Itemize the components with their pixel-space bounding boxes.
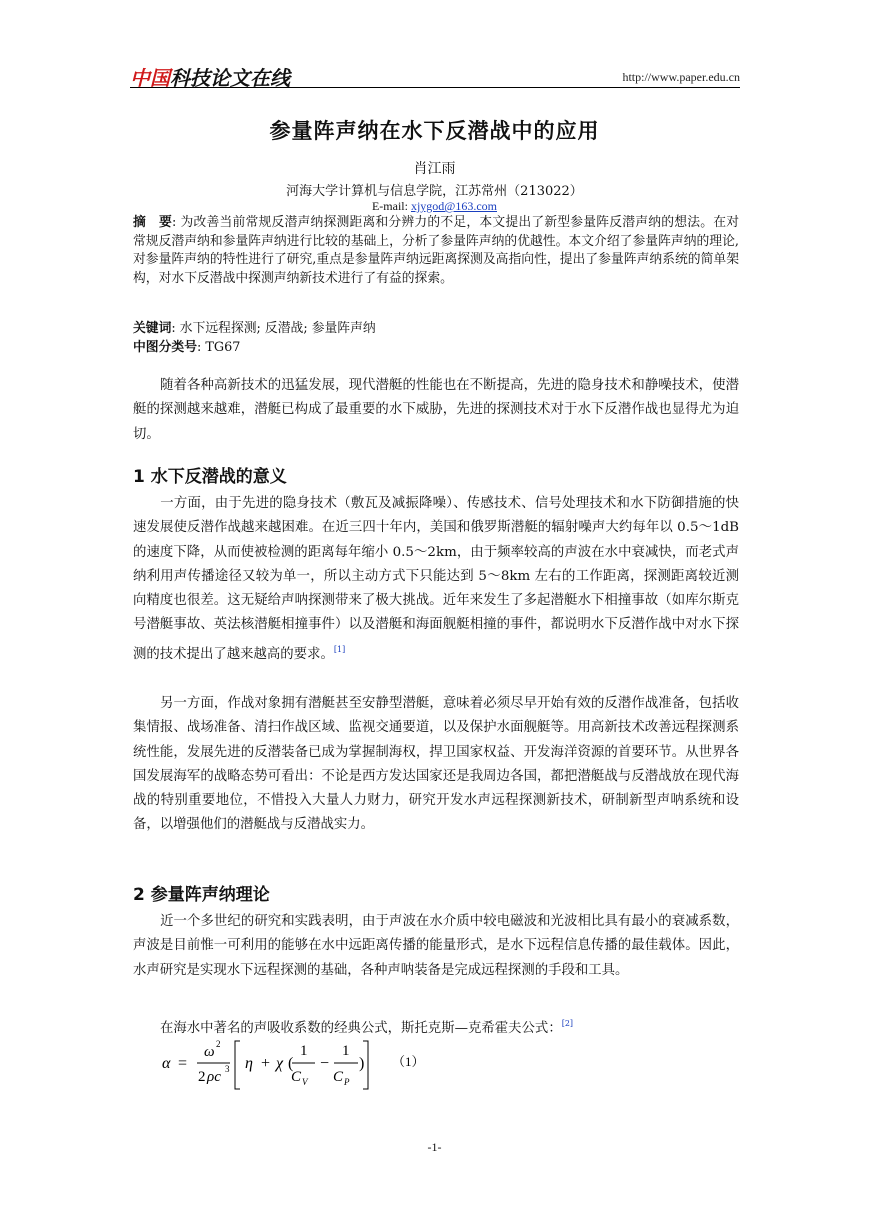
classification [133, 336, 240, 355]
email-line [0, 199, 869, 214]
email-label: E-mail: [371, 199, 411, 213]
keywords-text: : 水下远程探测; 反潜战; 参量阵声纳 [171, 321, 376, 336]
classification-text: : TG67 [196, 340, 241, 355]
logo-red-text: 中国 [130, 66, 170, 90]
section-2-paragraph-1 [133, 910, 739, 983]
email-link[interactable]: xjygod@163.com [410, 199, 498, 213]
svg-text:ω: ω [204, 1044, 215, 1060]
section-2-p1-text: 近一个多世纪的研究和实践表明，由于声波在水介质中较电磁波和光波相比具有最小的衰减系数，声波是目前惟一可利用的能够在水中远距离传播的能量形式，是水下远程信息传播的最佳载体。因此，水声研究是实现水下远程探测的基础，各种声呐装备是完成远程探测的手段和工具。 [133, 914, 739, 978]
svg-text:2: 2 [216, 1039, 221, 1049]
section-1-paragraph-2 [133, 692, 739, 838]
section-1-p1-text: 一方面，由于先进的隐身技术（敷瓦及减振降噪）、传感技术、信号处理技术和水下防御措施的快速发展使反潜作战越来越困难。在近三四十年内，美国和俄罗斯潜艇的辐射噪声大约每年以 0.5～1dB 的速度下降，从而使被检测的距离每年缩小 0.5～2km，由于频率较高的声波在水中衰减快，而老式声纳利用声传播途径又较为单一，所以主动方式下只能达到 5～8km 左右的工作距离，探测距离较近测向精度也很差。这无疑给声呐探测带来了极大挑战。近年来发生了多起潜艇水下相撞事故（如库尔斯克号潜艇事故、英法核潜艇相撞事件）以及潜艇和海面舰艇相撞的事件，都说明水下反潜作战中对水下探测的技术提出了越来越高的要求。 [133, 496, 739, 662]
svg-text:χ: χ [276, 1055, 284, 1072]
section-1-p2-text: 另一方面，作战对象拥有潜艇甚至安静型潜艇，意味着必须尽早开始有效的反潜作战准备，包括收集情报、战场准备、清扫作战区域、监视交通要道，以及保护水面舰艇等。用高新技术改善远程探测系统性能，发展先进的反潜装备已成为掌握制海权，捍卫国家权益、开发海洋资源的首要环节。从世界各国发展海军的战略态势可看出：不论是西方发达国家还是我周边各国，都把潜艇战与反潜战放在现代海战的特别重要地位，不惜投入大量人力财力，研究开发水声远程探测新技术，研制新型声呐系统和设备，以增强他们的潜艇战与反潜战实力。 [133, 696, 739, 833]
header-rule [130, 87, 740, 88]
svg-text:=: = [178, 1055, 188, 1072]
section-2-p2-text: 在海水中著名的声吸收系数的经典公式，斯托克斯—克希霍夫公式： [160, 1021, 562, 1036]
header-url[interactable]: http://www.paper.edu.cn [622, 70, 740, 84]
keywords [133, 317, 376, 336]
svg-text:η: η [245, 1055, 253, 1072]
paper-title: 参量阵声纳在水下反潜战中的应用 [269, 119, 600, 143]
svg-text:(: ( [288, 1055, 294, 1072]
svg-text:3: 3 [225, 1064, 230, 1074]
svg-text:+: + [261, 1055, 271, 1072]
svg-text:1: 1 [300, 1043, 308, 1059]
keywords-label: 关键词 [133, 321, 172, 336]
abstract-text: : 为改善当前常规反潜声纳探测距离和分辨力的不足，本文提出了新型参量阵反潜声纳的想法。在对常规反潜声纳和参量阵声纳进行比较的基础上，分析了参量阵声纳的优越性。本文介绍了参量阵声纳的理论,对参量阵声纳的特性进行了研究,重点是参量阵声纳远距离探测及高指向性，提出了参量阵声纳系统的简单架构，对水下反潜战中探测声纳新技术进行了有益的探索。 [133, 215, 739, 286]
svg-text:2: 2 [198, 1069, 206, 1085]
abstract-label: 摘 要 [133, 215, 172, 230]
citation-1[interactable]: [1] [333, 644, 346, 654]
svg-text:ρc: ρc [207, 1069, 221, 1085]
svg-text:C: C [291, 1069, 302, 1085]
intro-paragraph [133, 374, 739, 447]
equation-1 [160, 1035, 440, 1095]
svg-text:V: V [302, 1077, 308, 1087]
svg-text:P: P [344, 1077, 350, 1087]
author: 肖江雨 [413, 161, 456, 177]
intro-text: 随着各种高新技术的迅猛发展，现代潜艇的性能也在不断提高，先进的隐身技术和静噪技术，使潜艇的探测越来越难，潜艇已构成了最重要的水下威胁，先进的探测技术对于水下反潜作战也显得尤为迫切。 [133, 378, 739, 442]
section-2-heading: 2 参量阵声纳理论 [133, 885, 270, 905]
citation-2[interactable]: [2] [561, 1019, 574, 1028]
page-header [130, 62, 740, 88]
page-number: -1- [427, 1140, 442, 1154]
abstract [133, 214, 739, 288]
logo-black-text: 科技论文在线 [170, 66, 290, 90]
svg-text:α: α [162, 1055, 171, 1072]
affiliation: 河海大学计算机与信息学院，江苏常州（213022） [286, 184, 583, 199]
section-1-heading: 1 水下反潜战的意义 [133, 467, 287, 487]
classification-label: 中图分类号 [133, 340, 197, 355]
equation-graphic [160, 1035, 440, 1095]
svg-text:−: − [320, 1055, 330, 1072]
svg-text:C: C [333, 1069, 344, 1085]
svg-text:1: 1 [342, 1043, 350, 1059]
svg-text:): ) [359, 1055, 365, 1072]
section-1-paragraph-1 [133, 492, 739, 667]
equation-number: （1） [392, 1054, 425, 1069]
